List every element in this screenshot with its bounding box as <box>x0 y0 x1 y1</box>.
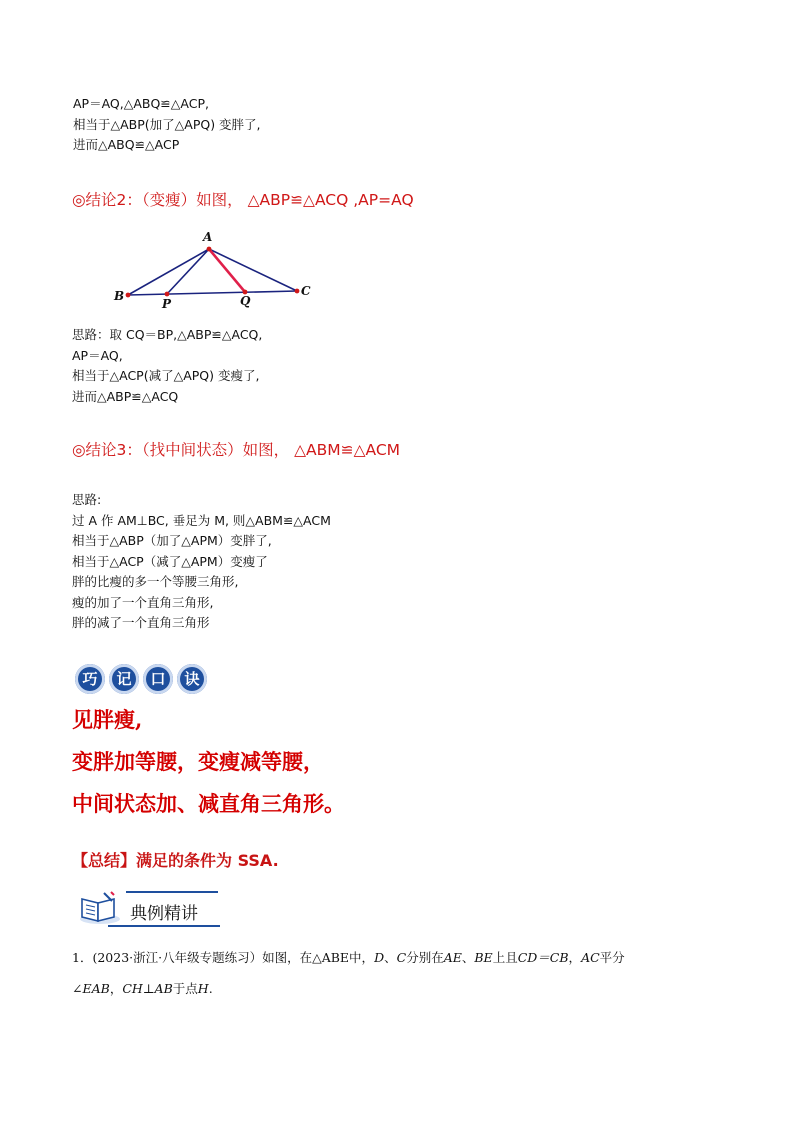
text-line: 相当于△ACP(减了△APQ) 变瘦了, <box>72 368 260 383</box>
conclusion2-heading: ◎结论2：（变瘦）如图， △ABP≌△ACQ ,AP=AQ <box>72 191 414 209</box>
math-var: AC <box>581 950 600 965</box>
math-var: CD＝CB <box>517 950 569 965</box>
point-p <box>165 292 170 297</box>
question-text: 、 <box>461 950 475 965</box>
question-text: . <box>208 981 213 996</box>
question-line <box>72 973 732 1004</box>
text-line: 相当于△ABP(加了△APQ) 变胖了, <box>73 116 261 132</box>
segment-aq <box>209 249 245 292</box>
question-text: △ABE <box>312 950 350 965</box>
badge-char: 记 <box>109 664 139 694</box>
mnemonic-line: 见胖瘦, <box>72 707 143 732</box>
text-line: 相当于△ACP（减了△APM）变瘦了 <box>72 553 268 569</box>
question-text: 中， <box>349 950 375 965</box>
label-c: C <box>301 284 311 298</box>
triangle-figure <box>100 224 330 310</box>
text-line: 瘦的加了一个直角三角形, <box>72 594 214 610</box>
text-line: 过 A 作 AM⊥BC, 垂足为 M, 则△ABM≌△ACM <box>72 512 331 528</box>
label-q: Q <box>240 294 251 308</box>
math-var: H <box>197 981 209 996</box>
segment-bc <box>128 291 297 295</box>
example-section-header <box>78 889 228 929</box>
text-line: 胖的比瘦的多一个等腰三角形, <box>72 574 239 589</box>
question-text: 上且 <box>492 950 518 965</box>
mnemonic-badges <box>75 664 211 694</box>
badge-char: 诀 <box>177 664 207 694</box>
text-line: AP＝AQ,△ABQ≌△ACP, <box>73 96 209 111</box>
badge-char: 口 <box>143 664 173 694</box>
question-text: ， <box>109 981 123 996</box>
point-b <box>126 293 131 298</box>
segment-ap <box>167 249 209 294</box>
text-line: 胖的减了一个直角三角形 <box>72 615 210 630</box>
summary-text: 【总结】满足的条件为 SSA. <box>72 851 279 870</box>
point-a <box>207 247 212 252</box>
badge-char: 巧 <box>75 664 105 694</box>
question-text: 、 <box>384 950 397 965</box>
math-var: C <box>396 950 407 965</box>
example-title: 典例精讲 <box>130 904 198 924</box>
math-var: D <box>374 950 385 965</box>
math-var: CH⊥AB <box>122 981 173 996</box>
text-line: AP＝AQ, <box>72 347 123 363</box>
segment-ab <box>128 249 209 295</box>
question-text: ， <box>568 950 582 965</box>
question-text: 平分 <box>599 950 625 965</box>
header-rule-bottom <box>108 925 220 927</box>
label-p: P <box>162 297 172 310</box>
text-line: 进而△ABQ≌△ACP <box>73 137 180 152</box>
mnemonic-line: 变胖加等腰，变瘦减等腰， <box>72 749 324 774</box>
question-text: 1．(2023·浙江·八年级专题练习）如图，在 <box>72 950 313 965</box>
question-text: 分别在 <box>406 950 444 965</box>
point-c <box>295 289 300 294</box>
top-block <box>73 94 261 156</box>
question-line <box>72 942 732 973</box>
text-line: 进而△ABP≌△ACQ <box>72 388 179 404</box>
text-line: 思路: <box>72 492 102 507</box>
text-line: 思路：取 CQ＝BP,△ABP≌△ACQ, <box>72 327 263 342</box>
book-icon <box>78 889 122 927</box>
math-var: BE <box>474 950 493 965</box>
math-var: AE <box>443 950 462 965</box>
conclusion3-text <box>72 490 331 634</box>
math-var: ∠EAB <box>72 981 110 996</box>
label-a: A <box>203 230 213 244</box>
conclusion3-heading: ◎结论3：（找中间状态）如图， △ABM≌△ACM <box>72 441 401 459</box>
mnemonic-line: 中间状态加、减直角三角形。 <box>72 791 345 816</box>
question-text: 于点 <box>172 981 198 996</box>
label-b: B <box>114 289 125 303</box>
segment-ac <box>209 249 297 291</box>
text-line: 相当于△ABP（加了△APM）变胖了, <box>72 533 272 548</box>
question-1 <box>72 942 732 1004</box>
header-rule-top <box>126 891 218 893</box>
conclusion2-text <box>72 325 262 407</box>
